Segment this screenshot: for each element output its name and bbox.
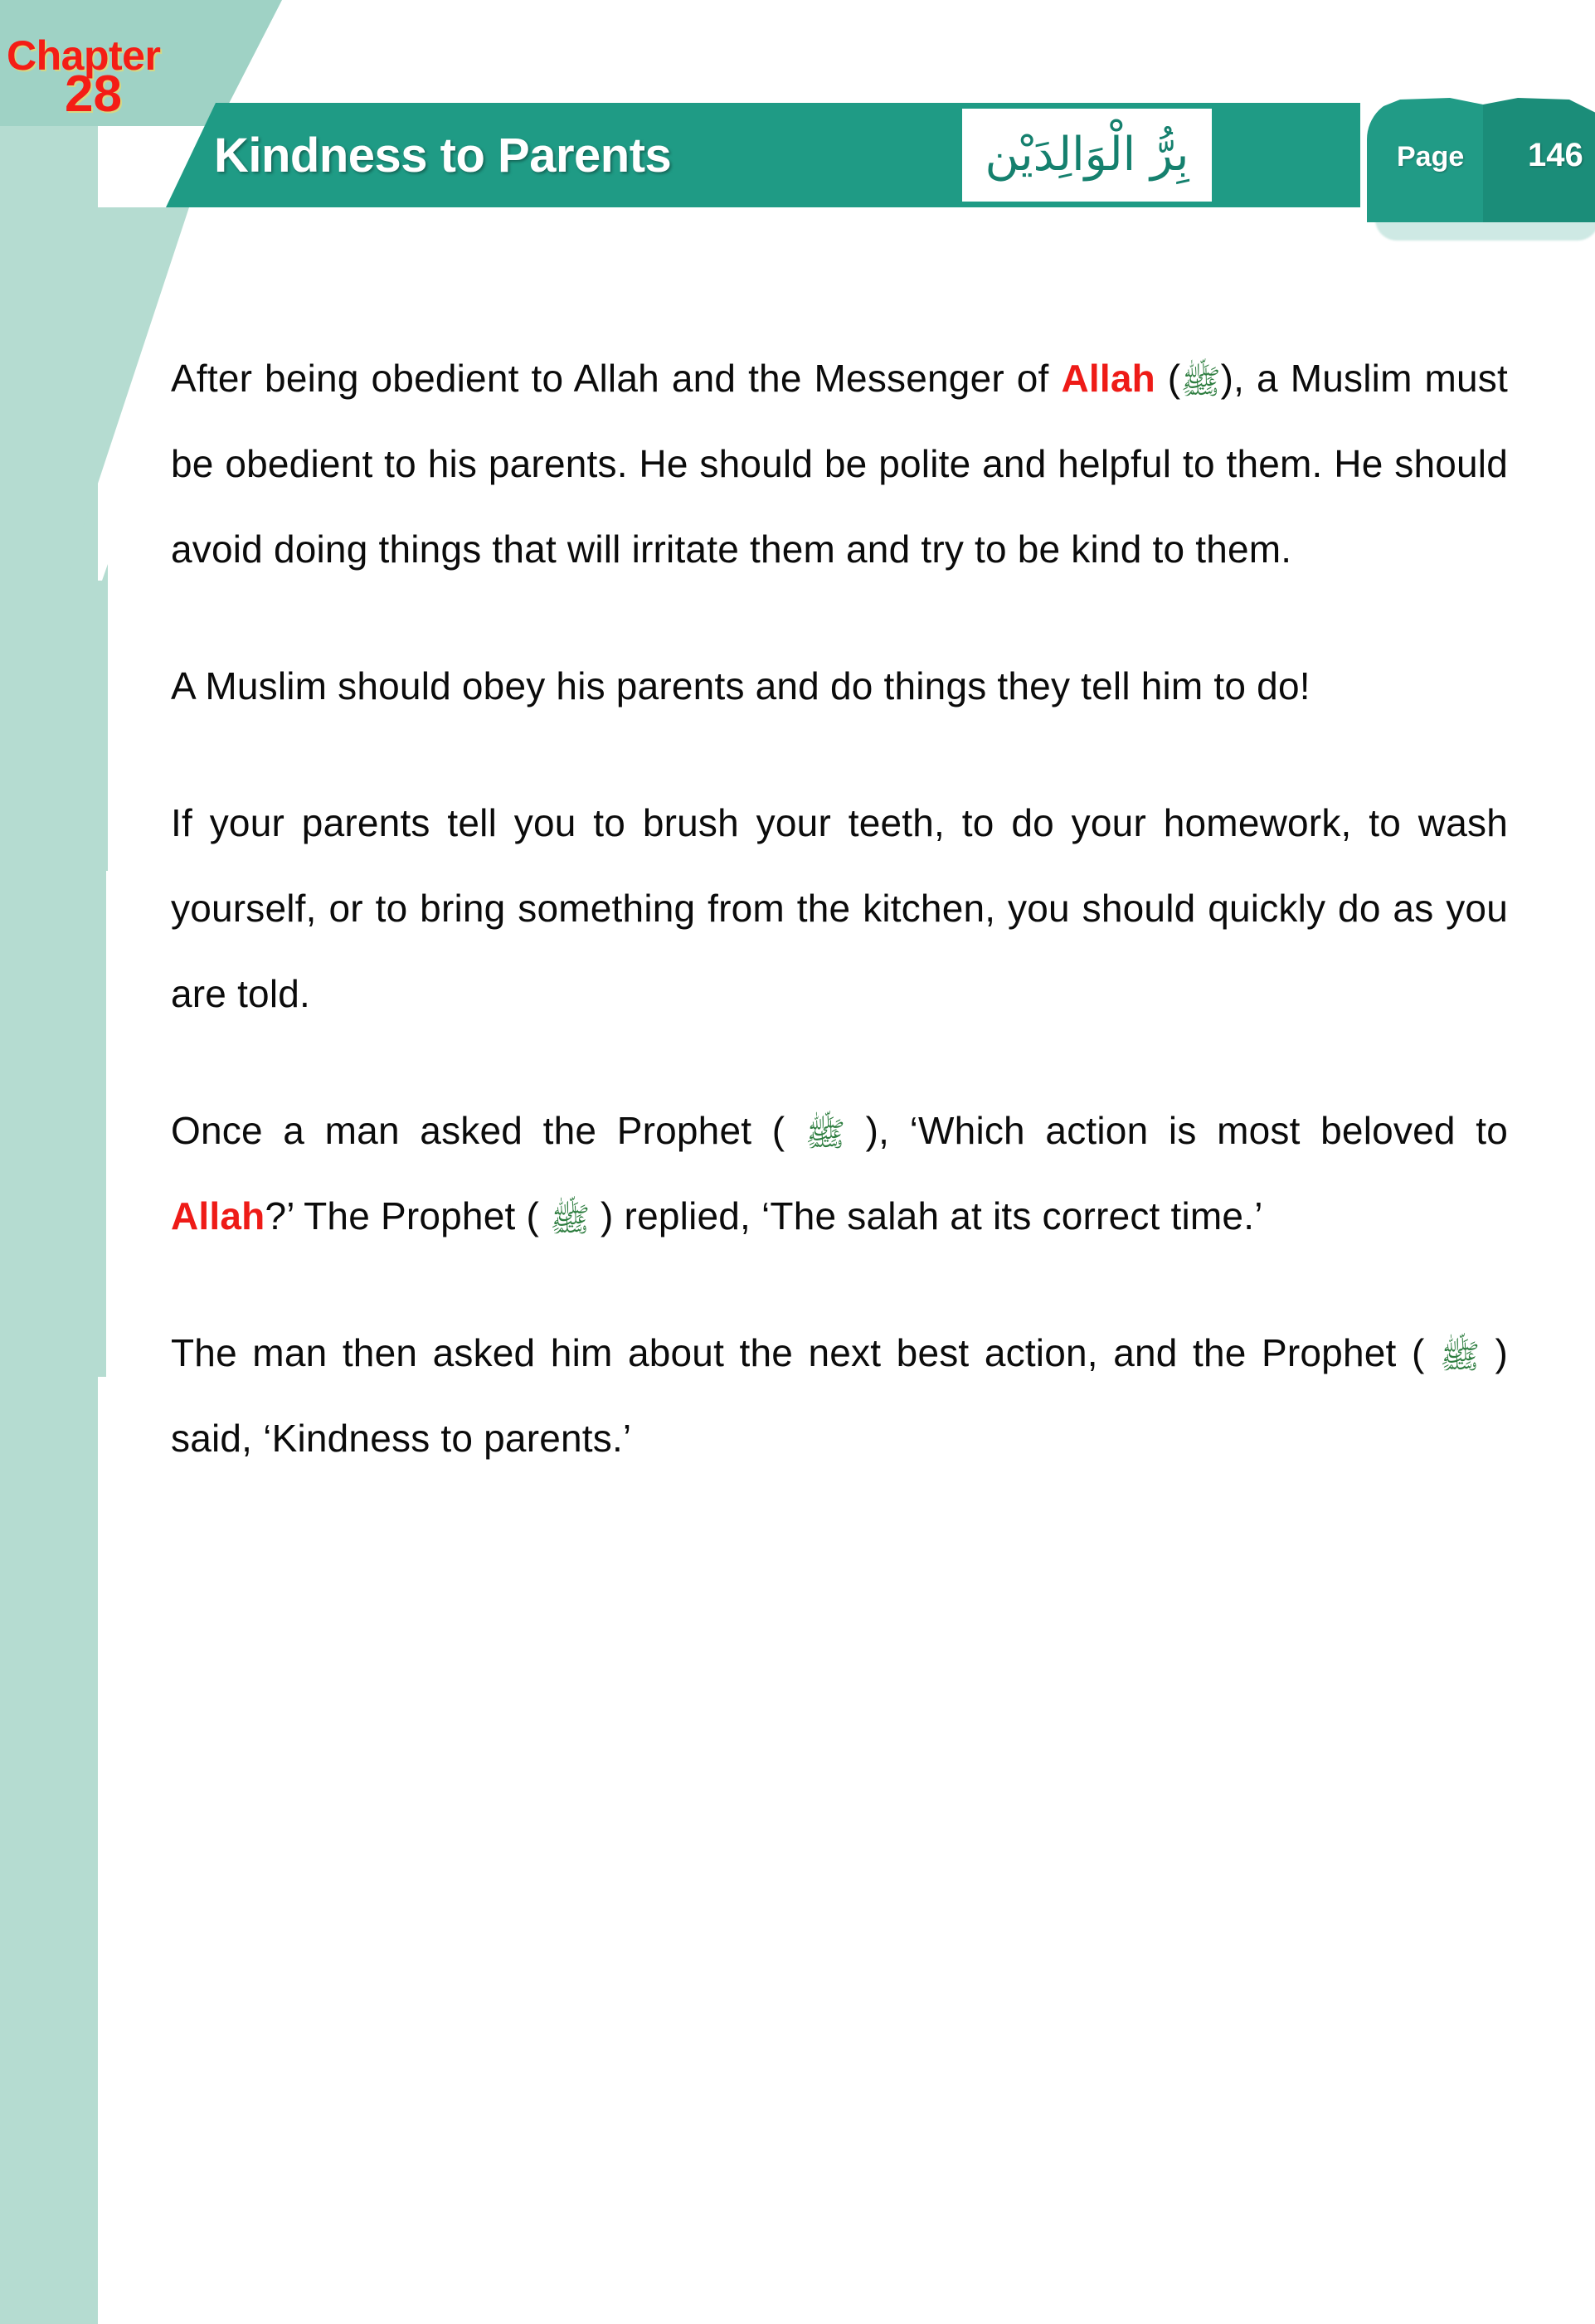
text-run: After being obedient to Allah and the Messenger of (171, 357, 1062, 400)
arabic-title-text: بِرُّ الْوَالِدَيْن (985, 128, 1189, 182)
text-run: ?’ The Prophet ( (265, 1194, 550, 1237)
text-run: A Muslim should obey his parents and do things they tell him to do! (171, 664, 1311, 707)
allah-word: Allah (171, 1194, 265, 1237)
text-run: ), ‘Which action is most beloved to (845, 1109, 1508, 1152)
sallallahu-alayhi-wasallam-icon: ﷺ (805, 1116, 846, 1154)
paragraph-2 (171, 644, 1508, 729)
text-run: The man then asked him about the next best action, and the Prophet ( (171, 1331, 1440, 1374)
sallallahu-alayhi-wasallam-icon: ﷺ (549, 1201, 591, 1239)
body-column (171, 336, 1508, 1481)
chapter-label: Chapter (7, 32, 161, 79)
page-number: 146 (1528, 137, 1583, 173)
sallallahu-alayhi-wasallam-icon: ﷺ (1180, 363, 1221, 401)
text-run: ) replied, ‘The salah at its correct time.’ (590, 1194, 1263, 1237)
chapter-number: 28 (65, 66, 122, 123)
paragraph-1 (171, 336, 1508, 592)
arabic-title-box (960, 106, 1214, 204)
text-run: ), a Muslim must be obedient to his parents. He should be polite and helpful to them. He should avoid doing things that will irritate them and try to be kind to them. (171, 357, 1508, 571)
paragraph-5 (171, 1310, 1508, 1481)
sallallahu-alayhi-wasallam-icon: ﷺ (1439, 1338, 1481, 1376)
allah-word: Allah (1061, 357, 1155, 400)
text-run: Once a man asked the Prophet ( (171, 1109, 805, 1152)
paragraph-4 (171, 1088, 1508, 1259)
page-label: Page (1397, 141, 1465, 173)
text-run: ( (1155, 357, 1181, 400)
page-title: Kindness to Parents (214, 129, 672, 182)
text-run: If your parents tell you to brush your teeth, to do your homework, to wash yourself, or to bring something from the kitchen, you should quickly do as you are told. (171, 801, 1508, 1015)
paragraph-3 (171, 780, 1508, 1037)
text-run: ) said, ‘Kindness to parents.’ (171, 1331, 1508, 1460)
